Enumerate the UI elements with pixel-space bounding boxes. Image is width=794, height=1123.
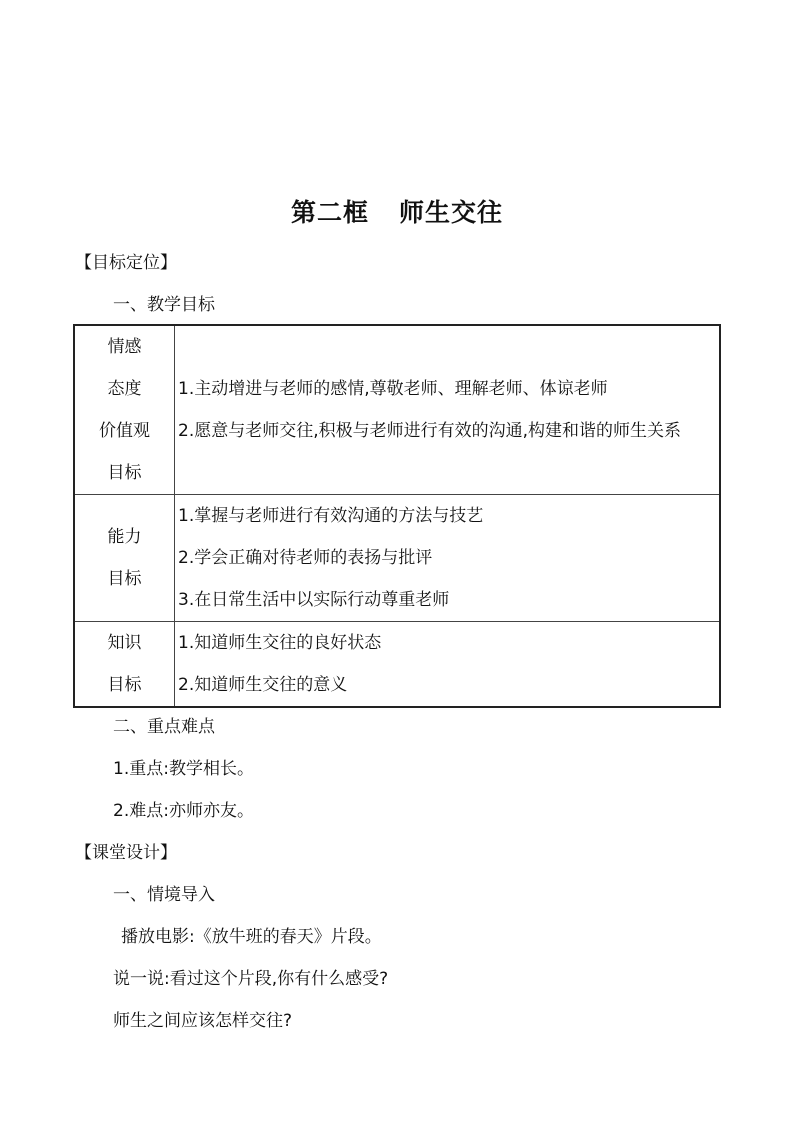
- section-goal-heading: 【目标定位】: [75, 253, 177, 273]
- intro-question-2: 师生之间应该怎样交往?: [113, 1011, 293, 1031]
- category-line: 目标: [107, 569, 142, 589]
- goals-items-ability: [175, 495, 721, 622]
- goals-items-emotion: [175, 325, 721, 495]
- goal-item: 2.知道师生交往的意义: [178, 675, 348, 695]
- intro-heading: 一、情境导入: [113, 885, 215, 905]
- goal-item: 3.在日常生活中以实际行动尊重老师: [178, 590, 450, 610]
- key-point: 1.重点:教学相长。: [113, 759, 254, 779]
- category-line: 知识: [107, 633, 142, 653]
- goals-category-ability: [74, 495, 175, 622]
- goals-row-knowledge: [74, 622, 720, 708]
- category-line: 情感: [107, 337, 142, 357]
- category-line: 价值观: [99, 421, 150, 441]
- category-line: 目标: [107, 675, 142, 695]
- goal-item: 1.知道师生交往的良好状态: [178, 633, 382, 653]
- goals-items-knowledge: [175, 622, 721, 708]
- category-line: 能力: [107, 527, 142, 547]
- key-points-heading: 二、重点难点: [113, 717, 215, 737]
- goals-category-knowledge: [74, 622, 175, 708]
- goal-item: 2.学会正确对待老师的表扬与批评: [178, 548, 433, 568]
- goals-category-emotion: [74, 325, 175, 495]
- intro-question-1: 说一说:看过这个片段,你有什么感受?: [113, 969, 389, 989]
- section-design-heading: 【课堂设计】: [75, 843, 177, 863]
- title-part-1: 第二框: [290, 198, 369, 227]
- category-line: 态度: [107, 379, 142, 399]
- goal-item: 1.掌握与老师进行有效沟通的方法与技艺: [178, 506, 484, 526]
- page-title: [0, 193, 794, 229]
- difficult-point: 2.难点:亦师亦友。: [113, 801, 254, 821]
- teaching-goals-heading: 一、教学目标: [113, 295, 215, 315]
- goals-row-ability: [74, 495, 720, 622]
- intro-play: 播放电影:《放牛班的春天》片段。: [121, 927, 382, 947]
- goal-item: 1.主动增进与老师的感情,尊敬老师、理解老师、体谅老师: [178, 379, 608, 399]
- category-line: 目标: [107, 463, 142, 483]
- goals-row-emotion: [74, 325, 720, 495]
- goals-table: [73, 324, 721, 708]
- goal-item: 2.愿意与老师交往,积极与老师进行有效的沟通,构建和谐的师生关系: [178, 421, 682, 441]
- title-part-2: 师生交往: [399, 198, 504, 227]
